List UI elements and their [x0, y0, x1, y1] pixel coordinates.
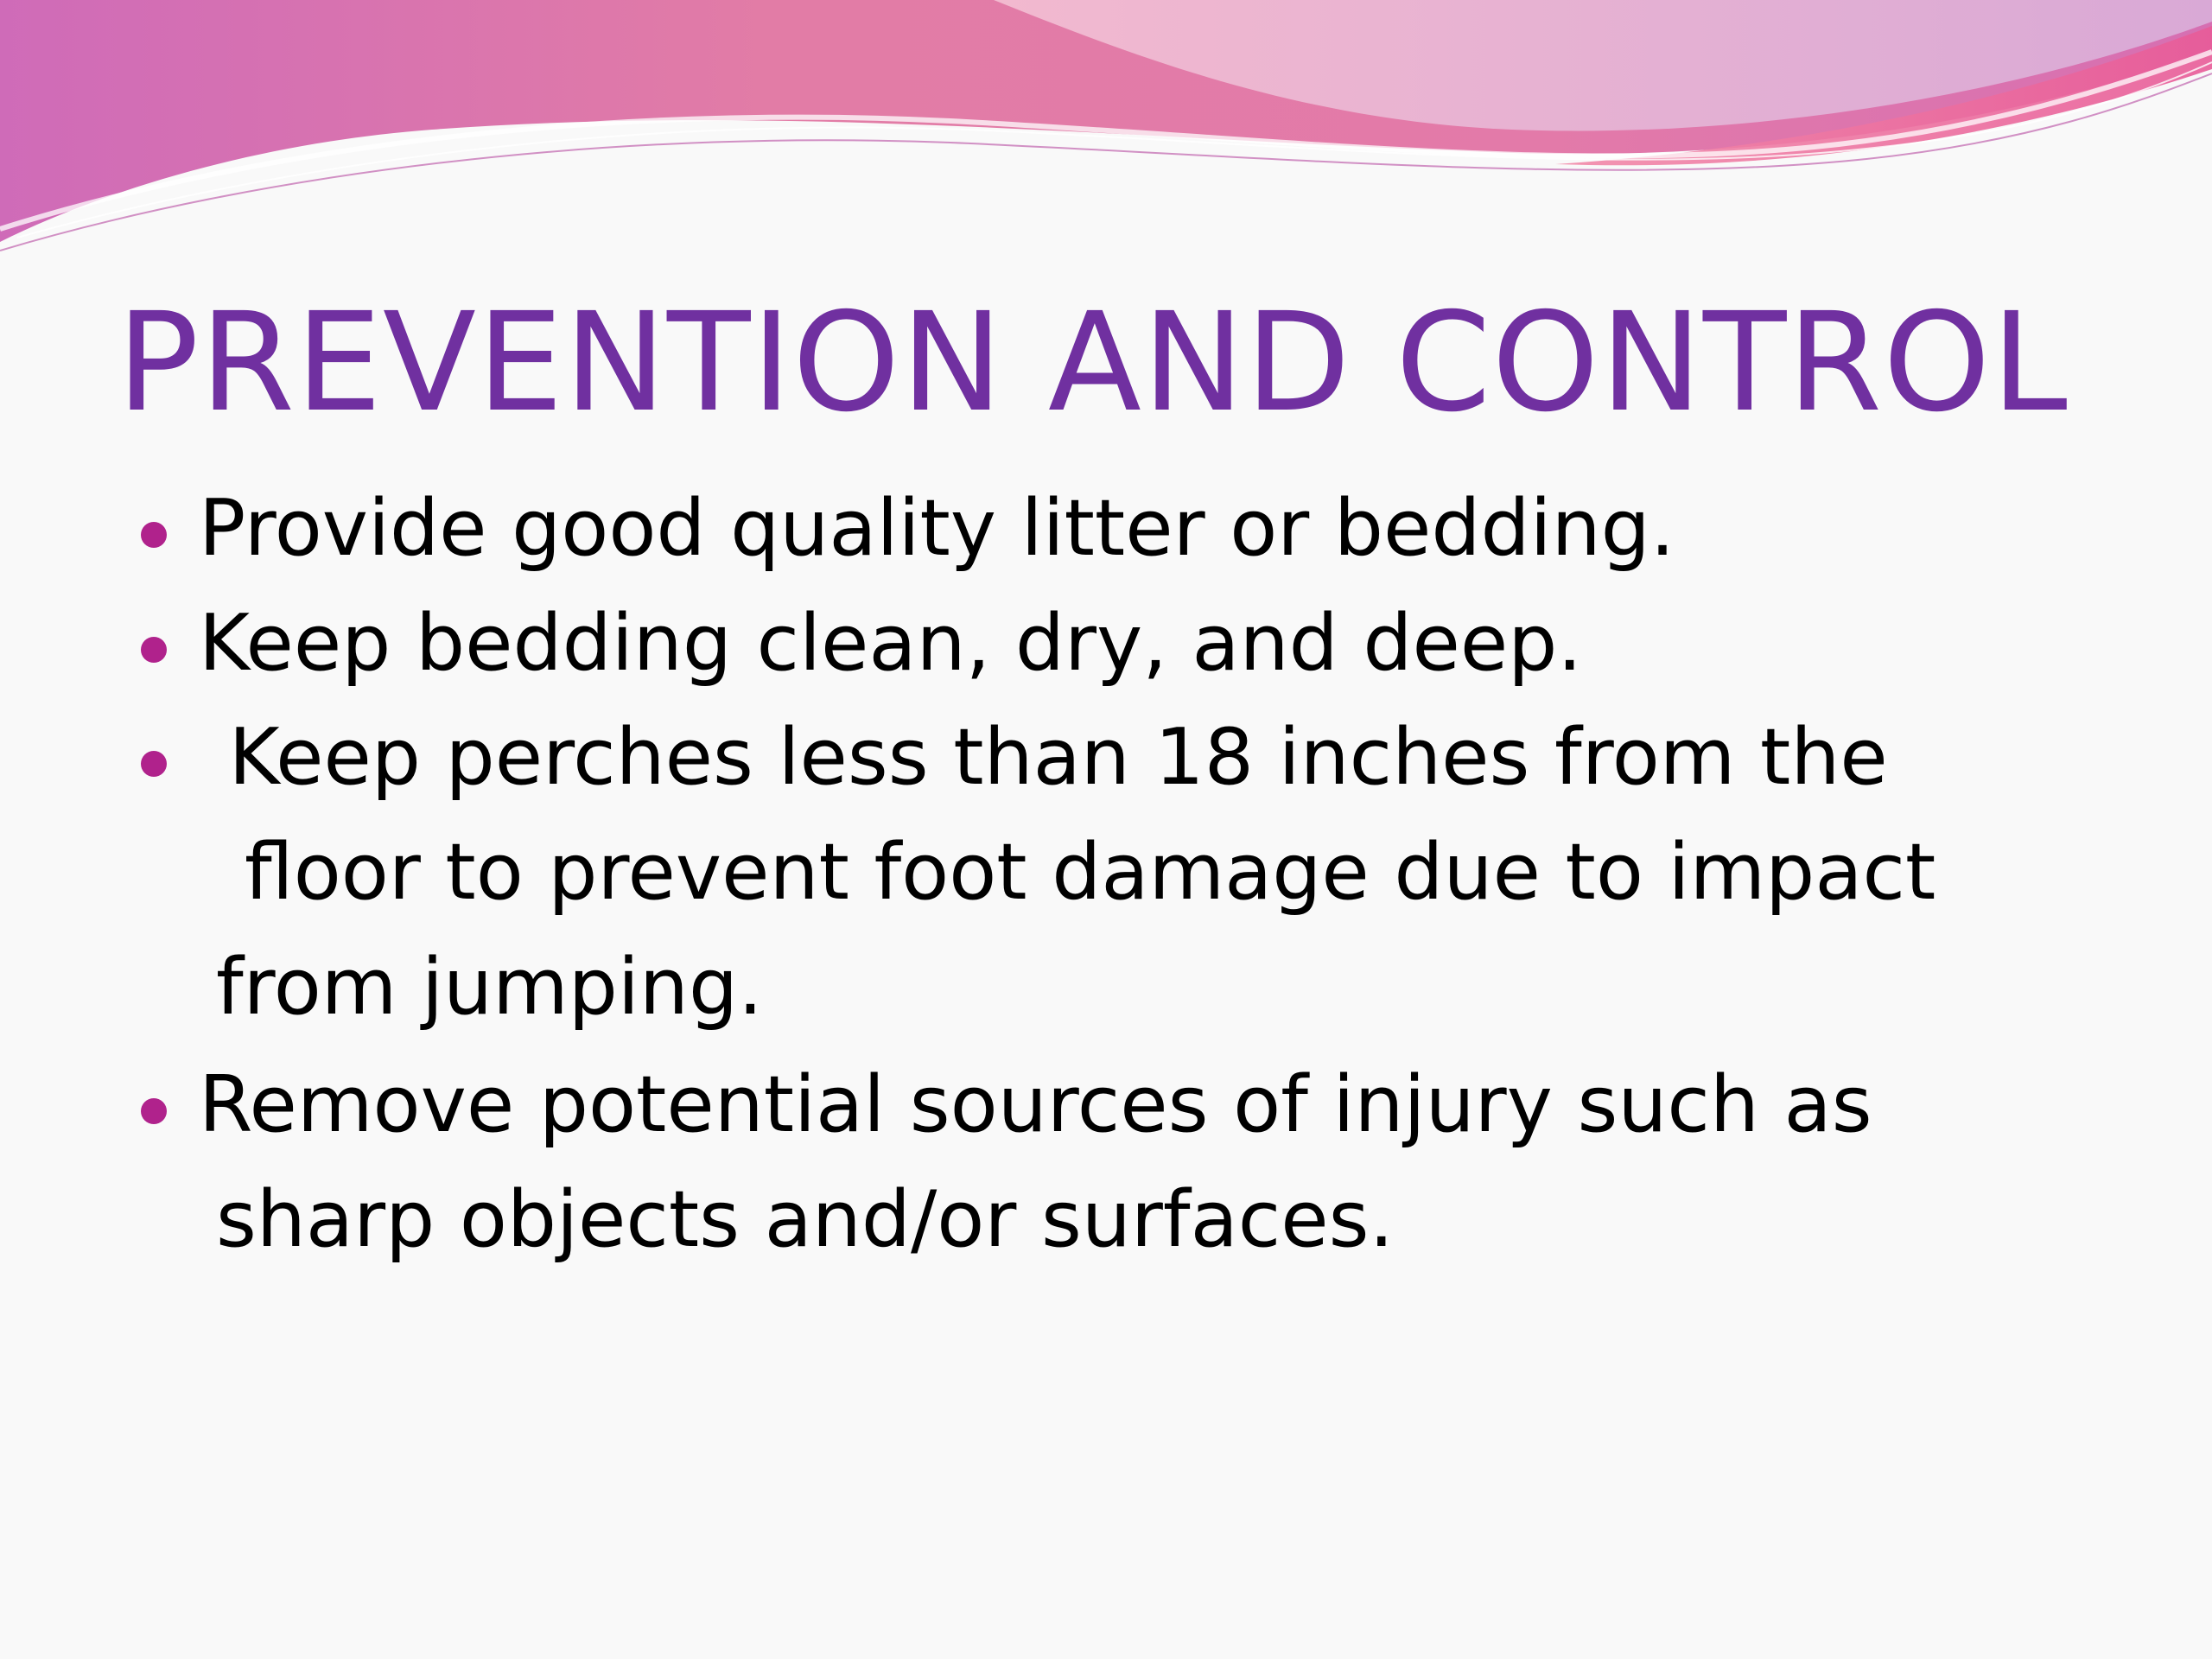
bullet-text: Provide good quality litter or bedding. [199, 483, 1675, 574]
bullet-text-continuation: from jumping. [216, 942, 763, 1033]
bullet-dot [141, 751, 167, 777]
bullet-text: Keep perches less than 18 inches from the [204, 712, 1888, 803]
bullet-text: Remove potential sources of injury such as [199, 1059, 1872, 1150]
bullet-text: Keep bedding clean, dry, and deep. [199, 598, 1582, 689]
bullet-text-continuation: sharp objects and/or surfaces. [216, 1174, 1395, 1265]
bullet-text-continuation: floor to prevent foot damage due to impact [245, 827, 1936, 918]
slide-title: PREVENTION AND CONTROL [117, 283, 2069, 442]
decorative-wave-header [0, 0, 2212, 276]
bullet-dot [141, 1098, 167, 1124]
bullet-dot [141, 637, 167, 663]
bullet-dot [141, 522, 167, 548]
